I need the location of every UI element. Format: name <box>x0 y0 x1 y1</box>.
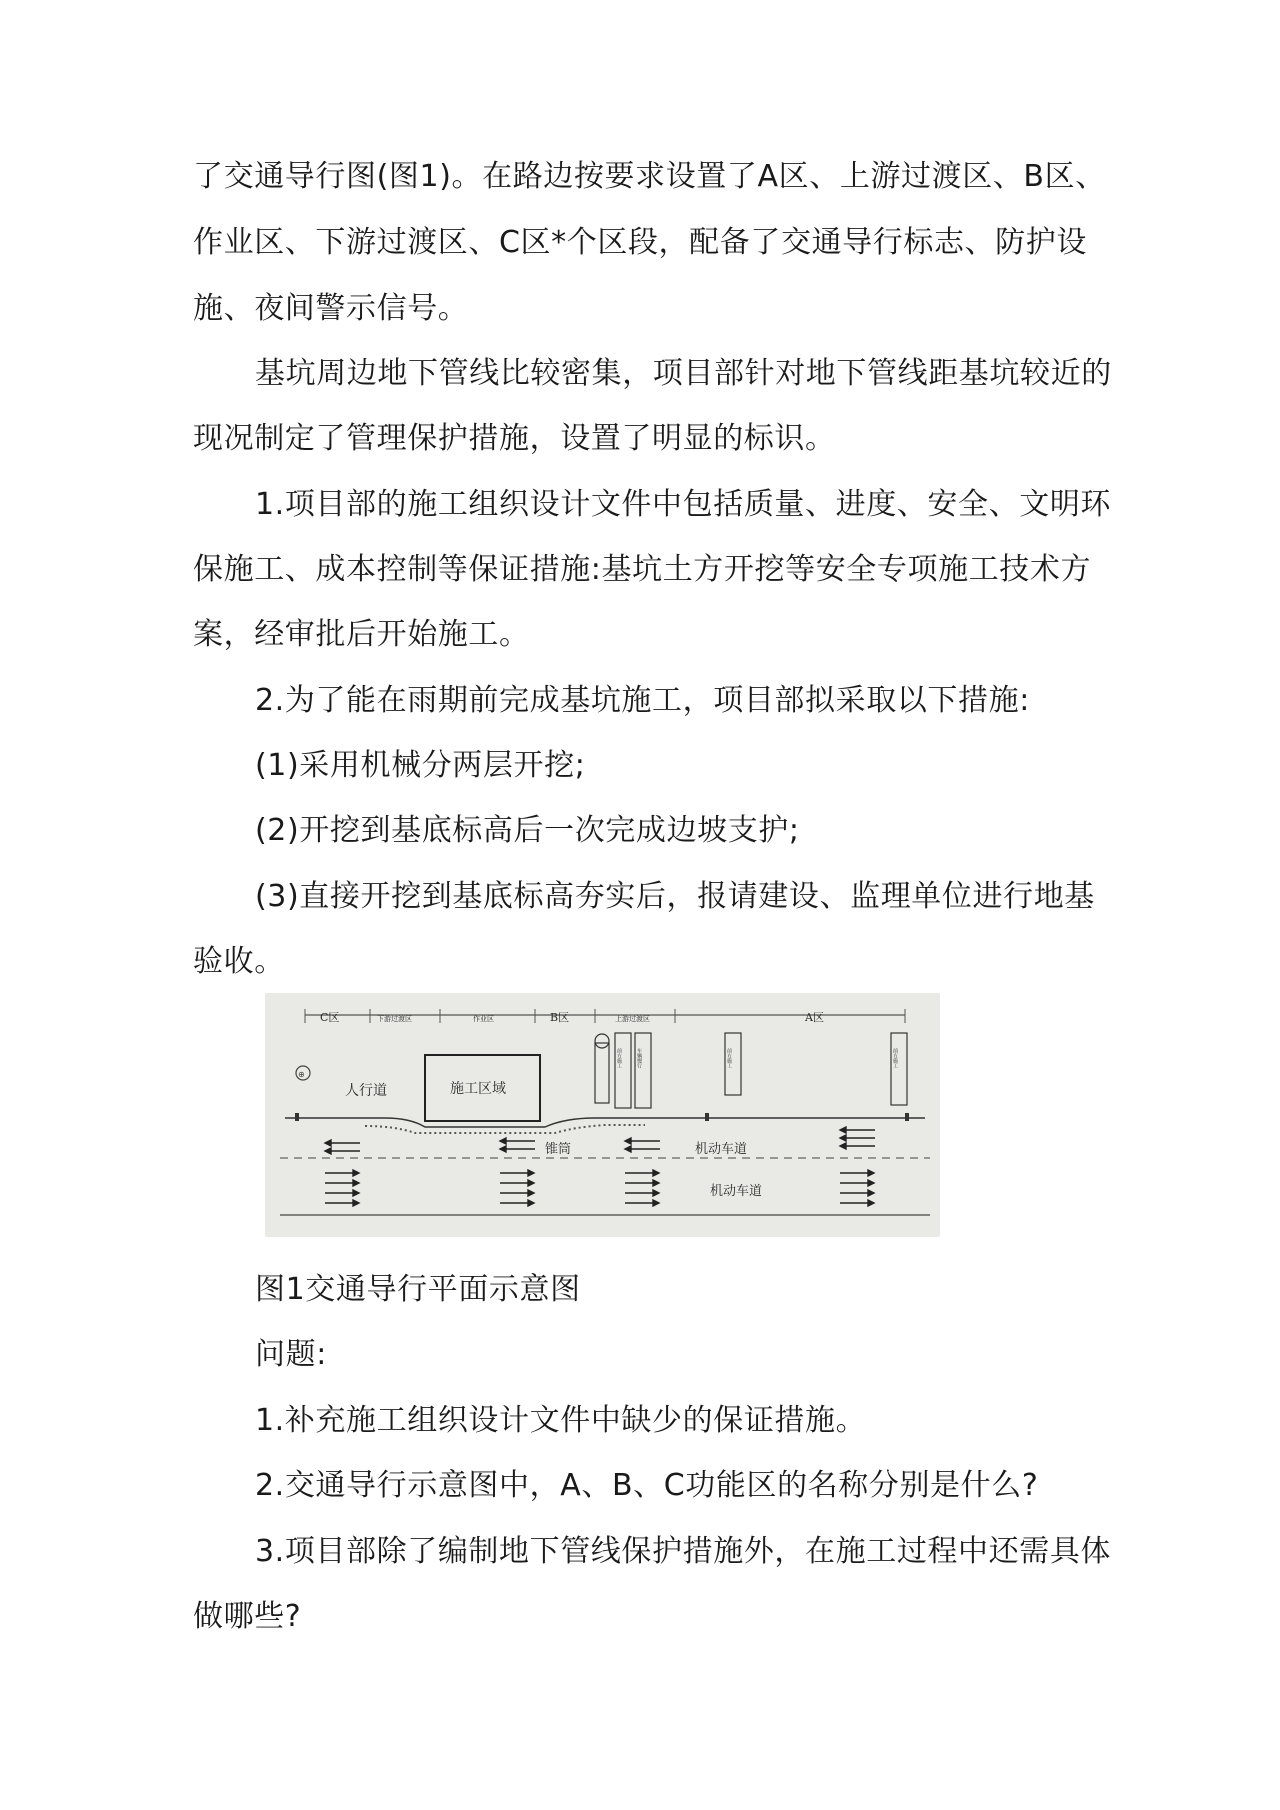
zone-label-b: B区 <box>550 1011 570 1024</box>
post <box>295 1113 299 1121</box>
zone-label-a: A区 <box>805 1011 824 1024</box>
sign-box <box>595 1043 609 1103</box>
post <box>905 1113 909 1121</box>
paragraph-line: 验收。 <box>193 944 285 979</box>
sign-box <box>635 1033 651 1108</box>
zone-label-work: 作业区 <box>473 1015 494 1023</box>
questions-heading: 问题: <box>255 1337 327 1372</box>
traffic-diagram-figure <box>265 993 940 1237</box>
zone-label-downstream: 下游过渡区 <box>377 1015 412 1023</box>
question-3-line2: 做哪些? <box>193 1599 302 1634</box>
zone-label-upstream: 上游过渡区 <box>615 1015 650 1023</box>
question-3-line1: 3.项目部除了编制地下管线保护措施外，在施工过程中还需具体 <box>255 1534 1112 1569</box>
lane-upper-label: 机动车道 <box>695 1142 748 1157</box>
cone-label: 锥筒 <box>545 1142 572 1157</box>
construction-area-label: 施工区域 <box>450 1081 506 1097</box>
cone-line <box>365 1125 645 1133</box>
sidewalk-label: 人行道 <box>345 1083 387 1099</box>
paragraph-line: (2)开挖到基底标高后一次完成边坡支护; <box>255 813 800 848</box>
question-1: 1.补充施工组织设计文件中缺少的保证措施。 <box>255 1403 867 1438</box>
zone-label-c: C区 <box>320 1011 340 1024</box>
paragraph-line: 施、夜间警示信号。 <box>193 291 469 326</box>
paragraph-line: 案，经审批后开始施工。 <box>193 617 530 652</box>
arrows-left <box>325 1127 875 1154</box>
paragraph-line: 了交通导行图(图1)。在路边按要求设置了A区、上游过渡区、B区、 <box>193 159 1106 194</box>
paragraph-line: 作业区、下游过渡区、C区*个区段，配备了交通导行标志、防护设 <box>193 225 1087 260</box>
sign-box <box>615 1033 631 1108</box>
sign-label: 前方施工 <box>892 1048 898 1068</box>
lane-lower-label: 机动车道 <box>710 1184 763 1199</box>
paragraph-line: 基坑周边地下管线比较密集，项目部针对地下管线距基坑较近的 <box>255 356 1112 391</box>
sign-circle <box>595 1034 609 1048</box>
sign-label: 车辆慢行 <box>636 1048 642 1068</box>
paragraph-line: (3)直接开挖到基底标高夯实后，报请建设、监理单位进行地基 <box>255 879 1095 914</box>
sign-box <box>891 1033 907 1105</box>
sign-label: 前方施工 <box>726 1048 732 1068</box>
sign-label: 前方施工 <box>616 1048 622 1068</box>
paragraph-line: 保施工、成本控制等保证措施:基坑土方开挖等安全专项施工技术方 <box>193 552 1092 587</box>
paragraph-line: 2.为了能在雨期前完成基坑施工，项目部拟采取以下措施: <box>255 683 1030 718</box>
traffic-diagram <box>265 993 940 1237</box>
question-2: 2.交通导行示意图中，A、B、C功能区的名称分别是什么? <box>255 1468 1039 1503</box>
figure-caption: 图1交通导行平面示意图 <box>255 1272 581 1307</box>
arrows-right <box>325 1170 874 1206</box>
paragraph-line: 1.项目部的施工组织设计文件中包括质量、进度、安全、文明环 <box>255 487 1112 522</box>
paragraph-line: 现况制定了管理保护措施，设置了明显的标识。 <box>193 421 836 456</box>
north-icon-mark: ⊕ <box>298 1070 305 1079</box>
paragraph-line: (1)采用机械分两层开挖; <box>255 748 586 783</box>
post <box>705 1113 709 1121</box>
